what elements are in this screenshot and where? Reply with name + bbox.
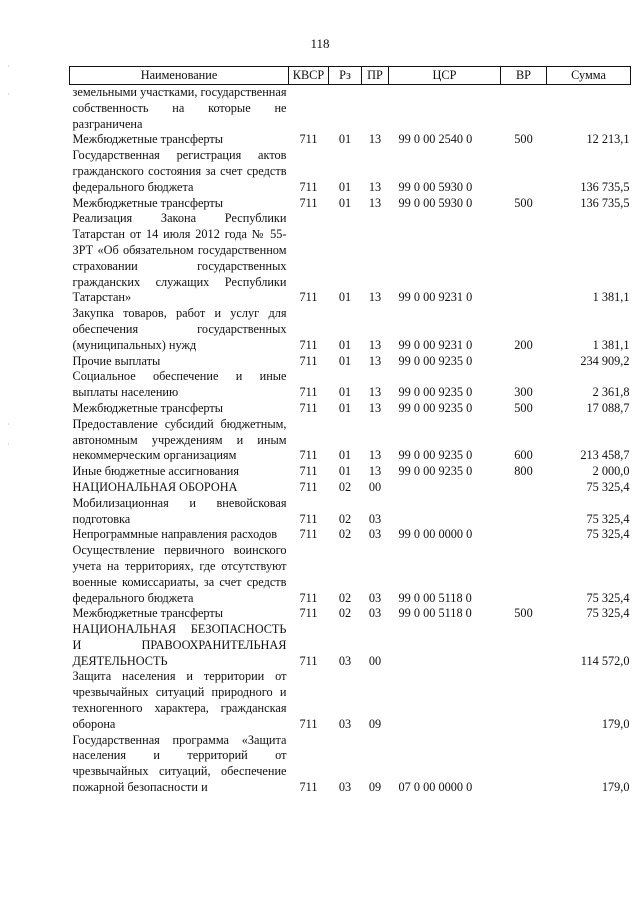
cell-pr: 13 xyxy=(368,464,382,479)
cell-name: Социальное обеспечение и иные выплаты населению xyxy=(72,369,287,400)
cell-rz: 02 xyxy=(338,606,352,621)
cell-kvsr: 711 xyxy=(299,179,318,194)
table-row xyxy=(70,401,631,417)
margin-mark: · xyxy=(7,420,10,429)
cell-vr xyxy=(501,354,547,370)
cell-sum: 114 572,0 xyxy=(580,653,630,668)
cell-sum: 75 325,4 xyxy=(586,511,630,526)
cell-kvsr: 711 xyxy=(299,511,318,526)
cell-name: Межбюджетные трансферты xyxy=(72,400,224,415)
cell-sum: 17 088,7 xyxy=(586,400,630,415)
table-row xyxy=(70,527,631,543)
cell-pr: 13 xyxy=(368,195,382,210)
header-rz: Рз xyxy=(329,67,362,85)
cell-name: Государственная регистрация актов гражданского состояния за счет средств федерального бюджета xyxy=(72,148,287,194)
cell-name: земельными участками, государственная собственность на которые не разграничена xyxy=(72,85,287,131)
cell-pr xyxy=(362,85,389,133)
table-row xyxy=(70,606,631,622)
cell-sum: 136 735,5 xyxy=(580,179,630,194)
cell-pr: 13 xyxy=(368,400,382,415)
cell-csr: 99 0 00 9231 0 xyxy=(398,337,473,352)
cell-name: Закупка товаров, работ и услуг для обеспечения государственных (муниципальных) нужд xyxy=(72,306,287,352)
cell-sum: 12 213,1 xyxy=(586,132,630,147)
cell-kvsr: 711 xyxy=(299,780,318,795)
table-row xyxy=(70,148,631,195)
cell-rz xyxy=(329,85,362,133)
cell-pr: 13 xyxy=(368,337,382,352)
cell-vr: 500 xyxy=(514,606,533,621)
cell-rz: 02 xyxy=(338,590,352,605)
cell-rz: 03 xyxy=(338,716,352,731)
cell-vr xyxy=(501,543,547,606)
cell-pr: 03 xyxy=(368,606,382,621)
cell-rz: 02 xyxy=(338,479,352,494)
cell-kvsr: 711 xyxy=(299,448,318,463)
cell-csr: 99 0 00 9231 0 xyxy=(398,290,473,305)
cell-kvsr: 711 xyxy=(299,527,318,542)
cell-kvsr: 711 xyxy=(299,290,318,305)
cell-csr: 99 0 00 9235 0 xyxy=(398,400,473,415)
cell-csr xyxy=(389,85,501,133)
cell-name: Осуществление первичного воинского учета на территориях, где отсутствуют военные комиссариаты, за счет средств федерального бюджета xyxy=(72,543,287,605)
cell-vr: 500 xyxy=(514,400,533,415)
cell-name: Межбюджетные трансферты xyxy=(72,606,224,621)
cell-sum: 2 000,0 xyxy=(592,464,630,479)
cell-csr: 99 0 00 5118 0 xyxy=(398,606,472,621)
cell-csr xyxy=(389,622,501,669)
margin-mark: · xyxy=(7,62,10,71)
table-header-row xyxy=(70,67,631,85)
cell-rz: 01 xyxy=(338,290,352,305)
header-pr: ПР xyxy=(362,67,389,85)
cell-csr: 99 0 00 5930 0 xyxy=(398,179,473,194)
cell-pr: 09 xyxy=(368,780,382,795)
table-row xyxy=(70,306,631,353)
cell-vr: 500 xyxy=(514,195,533,210)
budget-table xyxy=(69,66,631,796)
table-row xyxy=(70,464,631,480)
cell-kvsr: 711 xyxy=(299,400,318,415)
table-row xyxy=(70,417,631,464)
cell-kvsr: 711 xyxy=(299,353,318,368)
table-row xyxy=(70,496,631,528)
cell-kvsr: 711 xyxy=(299,385,318,400)
cell-vr xyxy=(501,211,547,306)
cell-name: Иные бюджетные ассигнования xyxy=(72,464,240,479)
cell-sum xyxy=(547,85,631,133)
cell-vr xyxy=(501,148,547,195)
cell-pr: 00 xyxy=(368,479,382,494)
cell-vr: 600 xyxy=(514,448,533,463)
cell-rz: 01 xyxy=(338,195,352,210)
cell-rz: 02 xyxy=(338,511,352,526)
cell-pr: 03 xyxy=(368,511,382,526)
page-number: 118 xyxy=(310,36,330,51)
cell-csr: 99 0 00 9235 0 xyxy=(398,353,473,368)
cell-rz: 01 xyxy=(338,400,352,415)
cell-vr xyxy=(501,669,547,732)
cell-csr: 99 0 00 5930 0 xyxy=(398,195,473,210)
table-row xyxy=(70,211,631,306)
cell-sum: 75 325,4 xyxy=(586,527,630,542)
cell-csr xyxy=(389,669,501,732)
cell-sum: 75 325,4 xyxy=(586,606,630,621)
table-row xyxy=(70,354,631,370)
cell-csr xyxy=(389,480,501,496)
cell-pr: 13 xyxy=(368,448,382,463)
cell-kvsr: 711 xyxy=(299,653,318,668)
cell-sum: 136 735,5 xyxy=(580,195,630,210)
cell-csr: 99 0 00 9235 0 xyxy=(398,464,473,479)
cell-pr: 00 xyxy=(368,653,382,668)
cell-kvsr: 711 xyxy=(299,606,318,621)
cell-sum: 179,0 xyxy=(601,716,630,731)
table-row xyxy=(70,196,631,212)
cell-rz: 01 xyxy=(338,179,352,194)
cell-pr: 13 xyxy=(368,179,382,194)
cell-rz: 02 xyxy=(338,527,352,542)
cell-vr xyxy=(501,85,547,133)
cell-name: НАЦИОНАЛЬНАЯ ОБОРОНА xyxy=(72,479,238,494)
cell-kvsr: 711 xyxy=(299,590,318,605)
cell-csr: 99 0 00 5118 0 xyxy=(398,590,472,605)
cell-kvsr: 711 xyxy=(299,337,318,352)
cell-vr: 200 xyxy=(514,337,533,352)
cell-name: НАЦИОНАЛЬНАЯ БЕЗОПАСНОСТЬ И ПРАВООХРАНИТЕЛЬНАЯ ДЕЯТЕЛЬНОСТЬ xyxy=(72,622,287,668)
cell-name: Реализация Закона Республики Татарстан от 14 июля 2012 года № 55-ЗРТ «Об обязательном государственном страховании государственных гражданских служащих Республики Татарстан» xyxy=(72,211,287,305)
cell-vr: 300 xyxy=(514,385,533,400)
cell-rz: 01 xyxy=(338,385,352,400)
cell-sum: 1 381,1 xyxy=(592,337,630,352)
table-row xyxy=(70,669,631,732)
table-row xyxy=(70,85,631,133)
cell-pr: 13 xyxy=(368,353,382,368)
table-row xyxy=(70,733,631,796)
cell-csr: 99 0 00 9235 0 xyxy=(398,448,473,463)
cell-name: Прочие выплаты xyxy=(72,353,161,368)
cell-name: Защита населения и территории от чрезвычайных ситуаций природного и техногенного характера, гражданская оборона xyxy=(72,669,287,731)
header-name: Наименование xyxy=(70,67,289,85)
cell-kvsr: 711 xyxy=(299,132,318,147)
cell-vr xyxy=(501,733,547,796)
cell-csr: 99 0 00 2540 0 xyxy=(398,132,473,147)
cell-kvsr: 711 xyxy=(299,195,318,210)
cell-rz: 03 xyxy=(338,653,352,668)
table-row xyxy=(70,480,631,496)
cell-vr xyxy=(501,480,547,496)
cell-kvsr: 711 xyxy=(299,464,318,479)
header-csr: ЦСР xyxy=(389,67,501,85)
cell-csr: 99 0 00 0000 0 xyxy=(398,527,473,542)
cell-vr: 800 xyxy=(514,464,533,479)
cell-name: Непрограммные направления расходов xyxy=(72,527,278,542)
cell-rz: 03 xyxy=(338,780,352,795)
cell-rz: 01 xyxy=(338,448,352,463)
cell-vr xyxy=(501,622,547,669)
cell-sum: 213 458,7 xyxy=(580,448,630,463)
cell-pr: 13 xyxy=(368,132,382,147)
header-kvsr: КВСР xyxy=(289,67,329,85)
table-row xyxy=(70,622,631,669)
cell-rz: 01 xyxy=(338,464,352,479)
cell-csr: 07 0 00 0000 0 xyxy=(398,780,473,795)
cell-name: Межбюджетные трансферты xyxy=(72,195,224,210)
cell-sum: 234 909,2 xyxy=(580,353,630,368)
cell-name: Мобилизационная и вневойсковая подготовка xyxy=(72,495,287,526)
table-row xyxy=(70,369,631,401)
cell-vr: 500 xyxy=(514,132,533,147)
cell-pr: 09 xyxy=(368,716,382,731)
margin-mark: · xyxy=(7,440,10,449)
cell-sum: 75 325,4 xyxy=(586,590,630,605)
cell-kvsr: 711 xyxy=(299,716,318,731)
cell-sum: 2 361,8 xyxy=(592,385,630,400)
header-vr: ВР xyxy=(501,67,547,85)
cell-name: Государственная программа «Защита населения и территорий от чрезвычайных ситуаций, обеспечение пожарной безопасности и xyxy=(72,732,287,795)
cell-vr xyxy=(501,527,547,543)
table-row xyxy=(70,543,631,606)
cell-rz: 01 xyxy=(338,337,352,352)
cell-vr xyxy=(501,496,547,528)
cell-pr: 13 xyxy=(368,290,382,305)
cell-rz: 01 xyxy=(338,132,352,147)
cell-pr: 03 xyxy=(368,590,382,605)
cell-pr: 13 xyxy=(368,385,382,400)
cell-rz: 01 xyxy=(338,353,352,368)
cell-kvsr xyxy=(289,85,329,133)
cell-csr: 99 0 00 9235 0 xyxy=(398,385,473,400)
cell-sum: 1 381,1 xyxy=(592,290,630,305)
cell-pr: 03 xyxy=(368,527,382,542)
cell-name: Предоставление субсидий бюджетным, автономным учреждениям и иным некоммерческим организациям xyxy=(72,416,287,463)
table-row xyxy=(70,132,631,148)
header-sum: Сумма xyxy=(547,67,631,85)
margin-mark: · xyxy=(7,90,10,99)
cell-sum: 75 325,4 xyxy=(586,479,630,494)
cell-name: Межбюджетные трансферты xyxy=(72,132,224,147)
cell-csr xyxy=(389,496,501,528)
cell-sum: 179,0 xyxy=(601,780,630,795)
cell-kvsr: 711 xyxy=(299,479,318,494)
